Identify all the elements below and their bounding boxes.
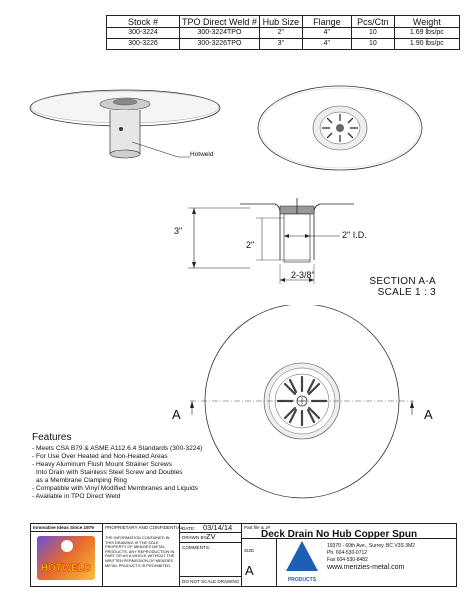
address: 19370 - 60th Ave., Surrey, BC V3S 3M2: [327, 543, 415, 549]
isometric-view: [20, 80, 230, 190]
table-cell: 2": [259, 28, 302, 39]
table-cell: 1.69 lbs/pc: [394, 28, 459, 39]
size-value: A: [245, 563, 254, 578]
table-row: [107, 39, 460, 50]
col-pcs: Pcs/Ctn: [351, 16, 394, 28]
spec-table: [106, 15, 460, 50]
table-cell: 300-3224: [107, 28, 180, 39]
table-cell: 4": [302, 28, 351, 39]
date-value: 03/14/14: [203, 523, 233, 532]
top-view: [240, 80, 440, 180]
table-cell: 1.90 lbs/pc: [394, 39, 459, 50]
plan-view: [190, 305, 420, 520]
table-cell: 10: [351, 28, 394, 39]
hotweld-logo: [37, 536, 95, 580]
size-label: SIZE: [244, 548, 255, 553]
feature-item: - Meets CSA B79 & ASME A112.6.4 Standards (300-3224): [32, 445, 203, 452]
logo-emblem-icon: [61, 540, 73, 552]
table-cell: 300-3224TPO: [180, 28, 260, 39]
table-cell: 4": [302, 39, 351, 50]
col-flange: Flange: [302, 16, 351, 28]
proprietary-text: THE INFORMATION CONTAINED IN THIS DRAWING IS THE SOLE PROPERTY OF MENZIES METAL PRODUCTS. ANY REPRODUCTION IN PART OR AS A WHOLE WITHOUT THE WRITTEN PERMISSION OF MENZIES METAL PRODUCTS IS PROHIBITED.: [105, 535, 175, 568]
dim-id: 2" I.D.: [342, 230, 367, 240]
feature-item: - Compatible with Vinyl Modified Membranes and Liquids: [32, 485, 198, 492]
spec-header-row: [107, 16, 460, 28]
phone: Ph. 604-530-0712: [327, 550, 368, 556]
hub-bottom: [110, 150, 140, 158]
title-block: [30, 523, 457, 587]
feature-item: - For Use Over Heated and Non-Heated Areas: [32, 453, 168, 460]
features-title: Features: [32, 432, 72, 443]
table-cell: 10: [351, 39, 394, 50]
proprietary-title: PROPRIETARY AND CONFIDENTIAL: [105, 525, 184, 530]
col-hub-size: Hub Size: [259, 16, 302, 28]
section-marker-left: A: [172, 407, 181, 422]
dim-inner-height: 2": [246, 240, 255, 250]
part-label: Part file & J#: [244, 525, 271, 530]
col-stock: Stock #: [107, 16, 180, 28]
hotweld-port: [119, 127, 123, 131]
section-title: SECTION A-A: [369, 276, 436, 287]
part-title: Deck Drain No Hub Copper Spun: [261, 529, 418, 540]
col-tpo: TPO Direct Weld #: [180, 16, 260, 28]
table-cell: 3": [259, 39, 302, 50]
date-label: DATE:: [182, 526, 196, 531]
table-row: [107, 28, 460, 39]
col-weight: Weight: [394, 16, 459, 28]
strainer-screw: [336, 124, 344, 132]
table-cell: 300-3226: [107, 39, 180, 50]
features-block: [32, 432, 202, 501]
fax: Fax 604-530-8482: [327, 557, 368, 563]
strainer-top: [113, 99, 137, 105]
tagline: Innovative Ideas Since 1979: [33, 525, 94, 530]
company-logo-text: PRODUCTS: [287, 577, 317, 583]
hotweld-leader: [132, 142, 190, 157]
comments-label: COMMENTS:: [182, 545, 211, 550]
drawn-label: DRAWN BY:: [182, 535, 208, 540]
hotweld-label: Hotweld: [190, 151, 214, 158]
feature-item: - Heavy Aluminum Flush Mount Strainer Screws: [32, 461, 172, 468]
drawn-value: ZV: [206, 532, 216, 541]
logo-triangle-icon: [286, 541, 318, 571]
menzies-logo: [282, 541, 322, 583]
website-link[interactable]: www.menzies-metal.com: [327, 564, 405, 571]
table-cell: 300-3226TPO: [180, 39, 260, 50]
feature-item: Into Drain with Stainless Steel Screw and Doubles: [36, 469, 183, 476]
section-scale: SCALE 1 : 3: [377, 287, 436, 298]
section-view: [180, 190, 370, 290]
section-marker-right: A: [424, 407, 433, 422]
dim-width: 2-3/8": [291, 270, 315, 280]
feature-item: as a Membrane Clamping Ring: [36, 477, 127, 484]
logo-text: HOTWELD: [40, 563, 92, 574]
do-not-scale: DO NOT SCALE DRAWING: [182, 579, 240, 584]
dim-height: 3": [174, 226, 183, 236]
feature-item: - Available in TPO Direct Weld: [32, 493, 121, 500]
